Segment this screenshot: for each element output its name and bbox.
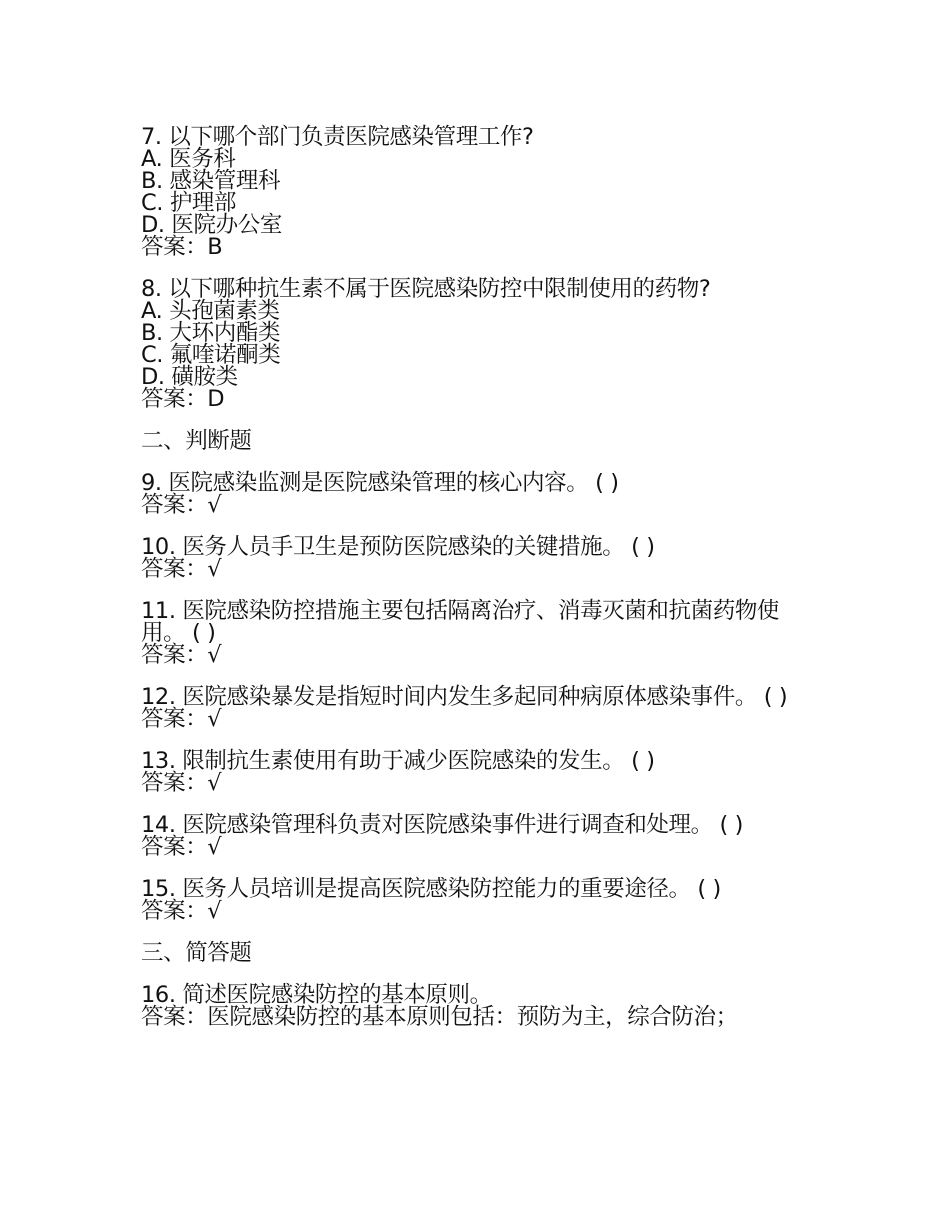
question-text: 16. 简述医院感染防控的基本原则。: [141, 982, 492, 1008]
question-text: 14. 医院感染管理科负责对医院感染事件进行调查和处理。 ( ): [141, 812, 743, 838]
document-content: [141, 126, 821, 1048]
answer-text: 答案：√: [141, 706, 222, 732]
question-text: 7. 以下哪个部门负责医院感染管理工作?: [141, 124, 534, 150]
answer-text: 答案：D: [141, 386, 225, 412]
question-10: [141, 536, 821, 580]
question-text: 13. 限制抗生素使用有助于减少医院感染的发生。 ( ): [141, 748, 655, 774]
section-title: 三、简答题: [141, 940, 252, 966]
question-text: 15. 医务人员培训是提高医院感染防控能力的重要途径。 ( ): [141, 876, 721, 902]
option-c: C. 氟喹诺酮类: [141, 342, 281, 368]
answer-text: 答案：√: [141, 770, 222, 796]
answer-text: 答案：医院感染防控的基本原则包括：预防为主，综合防治；: [141, 1004, 738, 1030]
option-c: C. 护理部: [141, 190, 237, 216]
question-14: [141, 814, 821, 858]
question-9: [141, 472, 821, 516]
question-7: [141, 126, 821, 258]
option-b: B. 感染管理科: [141, 168, 281, 194]
option-a: A. 头孢菌素类: [141, 298, 280, 324]
option-a: A. 医务科: [141, 146, 236, 172]
question-text: 12. 医院感染暴发是指短时间内发生多起同种病原体感染事件。 ( ): [141, 684, 788, 710]
question-13: [141, 750, 821, 794]
answer-text: 答案：√: [141, 492, 222, 518]
question-text: 11. 医院感染防控措施主要包括隔离治疗、消毒灭菌和抗菌药物使用。 ( ): [141, 598, 780, 646]
question-15: [141, 878, 821, 922]
answer-text: 答案：√: [141, 556, 222, 582]
question-8: [141, 278, 821, 410]
question-12: [141, 686, 821, 730]
answer-text: 答案：√: [141, 642, 222, 668]
section-title: 二、判断题: [141, 428, 252, 454]
option-d: D. 医院办公室: [141, 212, 282, 238]
question-text: 10. 医务人员手卫生是预防医院感染的关键措施。 ( ): [141, 534, 655, 560]
section-heading-judgement: [141, 430, 821, 452]
answer-text: 答案：B: [141, 234, 223, 260]
question-16: [141, 984, 821, 1028]
question-text: 9. 医院感染监测是医院感染管理的核心内容。 ( ): [141, 470, 619, 496]
answer-text: 答案：√: [141, 898, 222, 924]
option-b: B. 大环内酯类: [141, 320, 281, 346]
question-text: 8. 以下哪种抗生素不属于医院感染防控中限制使用的药物?: [141, 276, 711, 302]
question-11: [141, 600, 821, 666]
answer-text: 答案：√: [141, 834, 222, 860]
section-heading-short-answer: [141, 942, 821, 964]
option-d: D. 磺胺类: [141, 364, 238, 390]
